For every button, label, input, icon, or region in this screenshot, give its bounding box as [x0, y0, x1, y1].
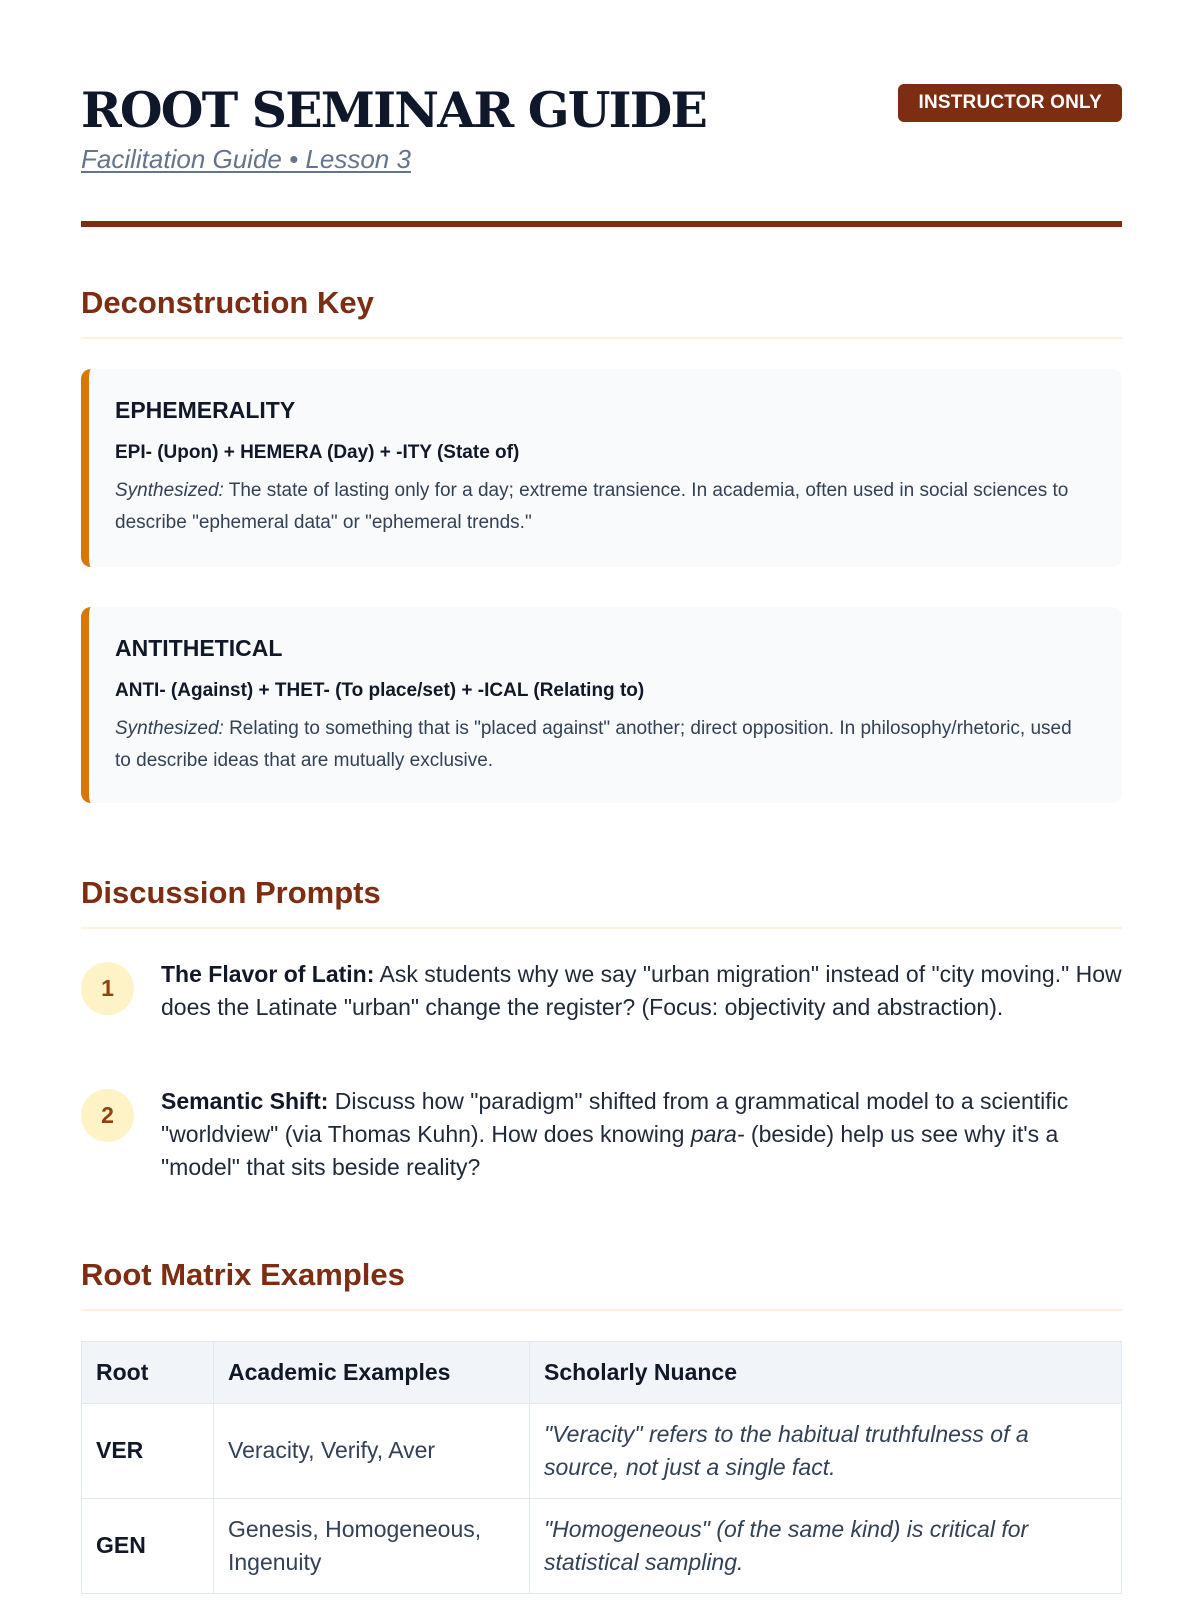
term-morphemes: EPI- (Upon) + HEMERA (Day) + -ITY (State of) [115, 441, 520, 463]
table-header-row [82, 1342, 1122, 1404]
prompt-title: Semantic Shift: [161, 1088, 329, 1114]
term-definition [115, 475, 1082, 538]
column-header-nuance: Scholarly Nuance [530, 1342, 1122, 1404]
table-row [82, 1499, 1122, 1594]
prompt-text [161, 1085, 1122, 1184]
term-morphemes: ANTI- (Against) + THET- (To place/set) + -ICAL (Relating to) [115, 679, 645, 701]
prompt-title: The Flavor of Latin: [161, 961, 375, 987]
cell-examples: Veracity, Verify, Aver [214, 1404, 530, 1499]
root-matrix-table [81, 1341, 1122, 1594]
term-definition [115, 713, 1082, 776]
root-matrix-section [81, 1256, 1122, 1311]
table-row [82, 1404, 1122, 1499]
prompt-text [161, 958, 1122, 1024]
section-heading-prompts: Discussion Prompts [81, 874, 1122, 929]
column-header-root: Root [82, 1342, 214, 1404]
synthesized-label: Synthesized: [115, 480, 224, 502]
term-card-antithetical [81, 607, 1122, 803]
definition-text: The state of lasting only for a day; extreme transience. In academia, often used in social sciences to describe "ephemeral data" or "ephemeral trends." [115, 480, 1069, 533]
cell-examples: Genesis, Homogeneous, Ingenuity [214, 1499, 530, 1594]
prompt-body-end: (beside) help us see why it's a "model" that sits beside reality? [161, 1121, 1059, 1181]
synthesized-label: Synthesized: [115, 718, 224, 740]
definition-text: Relating to something that is "placed against" another; direct opposition. In philosophy/rhetoric, used to describe ideas that are mutually exclusive. [115, 718, 1072, 771]
document-subtitle-link[interactable]: Facilitation Guide • Lesson 3 [81, 144, 411, 174]
cell-root: VER [82, 1404, 214, 1499]
document-header [81, 0, 1122, 229]
discussion-prompts-section [81, 874, 1122, 929]
term-name: EPHEMERALITY [115, 397, 296, 423]
term-card-ephemerality [81, 369, 1122, 567]
deconstruction-key-section [81, 284, 1122, 339]
cell-nuance: "Homogeneous" (of the same kind) is critical for statistical sampling. [530, 1499, 1122, 1594]
term-name: ANTITHETICAL [115, 635, 283, 661]
cell-nuance: "Veracity" refers to the habitual truthfulness of a source, not just a single fact. [530, 1404, 1122, 1499]
prompt-body-start: Discuss how "paradigm" shifted from a grammatical model to a scientific "worldview" (via Thomas Kuhn). How does knowing [161, 1088, 1069, 1148]
prompt-number-badge: 1 [81, 962, 134, 1015]
prompt-emphasis: para- [690, 1121, 745, 1148]
prompt-number-badge: 2 [81, 1089, 134, 1142]
instructor-only-badge[interactable]: INSTRUCTOR ONLY [898, 84, 1122, 122]
cell-root: GEN [82, 1499, 214, 1594]
section-heading-deconstruction: Deconstruction Key [81, 284, 1122, 339]
section-heading-matrix: Root Matrix Examples [81, 1256, 1122, 1311]
document-page [81, 0, 1122, 1575]
column-header-examples: Academic Examples [214, 1342, 530, 1404]
prompt-body: Ask students why we say "urban migration" instead of "city moving." How does the Latinate "urban" change the register? (Focus: objectivity and abstraction). [161, 961, 1122, 1021]
header-divider [81, 221, 1122, 227]
document-title: ROOT SEMINAR GUIDE [81, 81, 707, 139]
